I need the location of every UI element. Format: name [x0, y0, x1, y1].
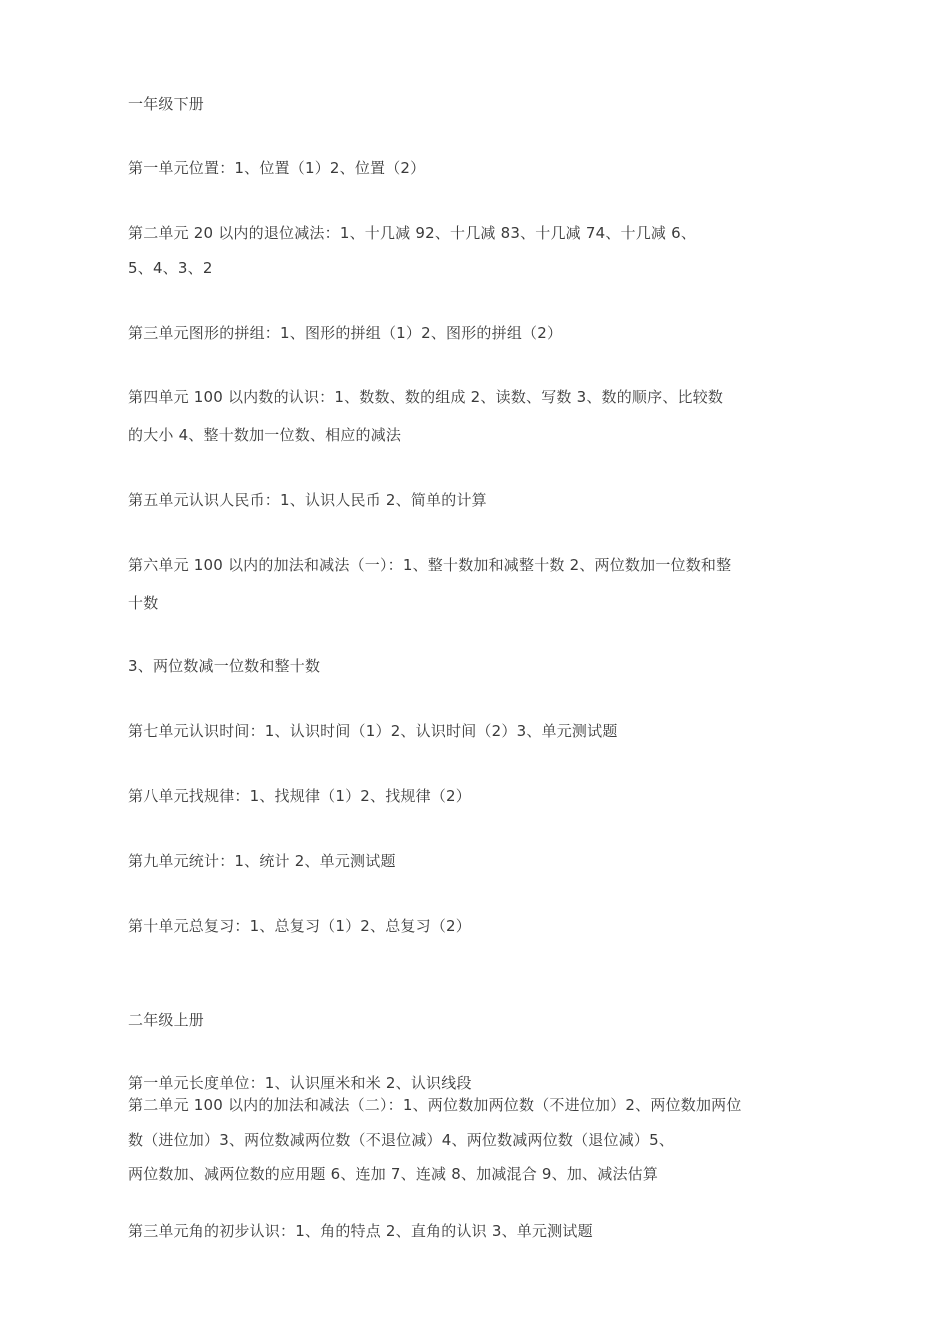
g2-unit2-addsub-line2: 数（进位加）3、两位数减两位数（不退位减）4、两位数减两位数（退位减）5、 — [128, 1131, 675, 1149]
g2-unit1-length: 第一单元长度单位：1、认识厘米和米 2、认识线段 — [128, 1074, 472, 1092]
g2-unit2-addsub-line1: 第二单元 100 以内的加法和减法（二）：1、两位数加两位数（不进位加）2、两位数加两位 — [128, 1096, 742, 1114]
unit1-position: 第一单元位置：1、位置（1）2、位置（2） — [128, 159, 426, 177]
unit5-money: 第五单元认识人民币：1、认识人民币 2、简单的计算 — [128, 491, 487, 509]
g2-unit3-angles: 第三单元角的初步认识：1、角的特点 2、直角的认识 3、单元测试题 — [128, 1222, 593, 1240]
unit9-statistics: 第九单元统计：1、统计 2、单元测试题 — [128, 852, 396, 870]
unit8-patterns: 第八单元找规律：1、找规律（1）2、找规律（2） — [128, 787, 471, 805]
unit10-review: 第十单元总复习：1、总复习（1）2、总复习（2） — [128, 917, 471, 935]
unit3-shapes: 第三单元图形的拼组：1、图形的拼组（1）2、图形的拼组（2） — [128, 324, 563, 342]
unit2-subtraction-line2: 5、4、3、2 — [128, 259, 213, 277]
unit6-addsub-line1: 第六单元 100 以内的加法和减法（一）：1、整十数加和减整十数 2、两位数加一位数和整 — [128, 556, 732, 574]
unit7-time: 第七单元认识时间：1、认识时间（1）2、认识时间（2）3、单元测试题 — [128, 722, 618, 740]
unit2-subtraction-line1: 第二单元 20 以内的退位减法：1、十几减 92、十几减 83、十几减 74、十几减 6、 — [128, 224, 697, 242]
section-heading-grade2-vol1: 二年级上册 — [128, 1011, 205, 1029]
unit4-numbers-line2: 的大小 4、整十数加一位数、相应的减法 — [128, 426, 402, 444]
unit6-addsub-line3: 3、两位数减一位数和整十数 — [128, 657, 321, 675]
unit6-addsub-line2: 十数 — [128, 594, 159, 612]
section-heading-grade1-vol2: 一年级下册 — [128, 95, 205, 113]
g2-unit2-addsub-line3: 两位数加、减两位数的应用题 6、连加 7、连减 8、加减混合 9、加、减法估算 — [128, 1165, 659, 1183]
unit4-numbers-line1: 第四单元 100 以内数的认识：1、数数、数的组成 2、读数、写数 3、数的顺序、比较数 — [128, 388, 724, 406]
